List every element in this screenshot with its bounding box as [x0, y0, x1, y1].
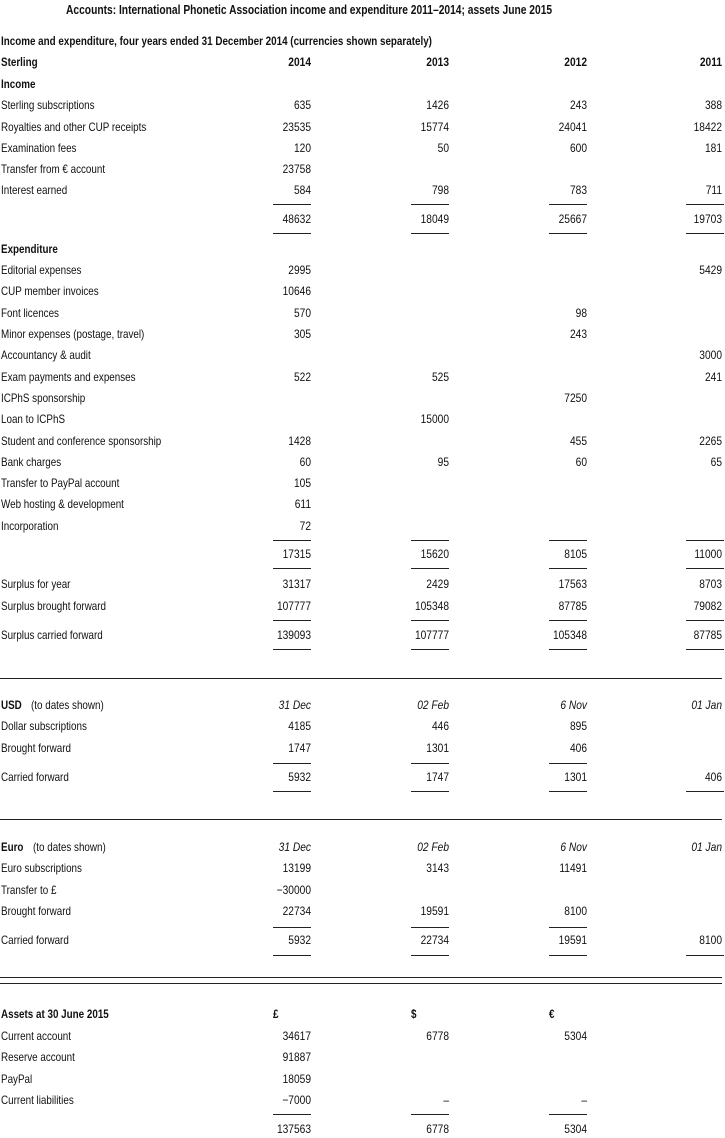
- income-value: 388: [704, 98, 722, 112]
- income-row-label: Sterling subscriptions: [1, 98, 95, 112]
- assets-heading: Assets at 30 June 2015: [1, 1007, 109, 1021]
- assets-row-label: Current liabilities: [1, 1093, 74, 1107]
- total-rule: [273, 620, 311, 621]
- expenditure-value: 525: [431, 370, 449, 384]
- euro-value: −30000: [276, 882, 311, 897]
- usd-date-header: 01 Jan: [691, 698, 722, 712]
- total-rule: [273, 927, 311, 928]
- total-rule: [273, 791, 311, 792]
- sterling-heading: Sterling: [1, 55, 38, 69]
- assets-value: –: [443, 1093, 449, 1107]
- income-total: 25667: [558, 212, 587, 226]
- total-rule: [273, 763, 311, 764]
- surplus-cf-label: Surplus carried forward: [1, 628, 103, 642]
- usd-carried-value: 1747: [426, 770, 449, 784]
- expenditure-row-label: CUP member invoices: [1, 284, 99, 298]
- usd-carried-value: 5932: [288, 770, 311, 784]
- income-value: 711: [705, 183, 722, 197]
- expenditure-value: 1428: [288, 434, 311, 448]
- expenditure-heading: Expenditure: [1, 242, 58, 256]
- expenditure-value: 611: [294, 497, 311, 511]
- usd-carried-label: Carried forward: [1, 770, 69, 784]
- expenditure-value: 5429: [699, 263, 722, 277]
- euro-heading: Euro: [1, 840, 24, 854]
- assets-row-label: Current account: [1, 1029, 72, 1043]
- total-rule: [549, 620, 587, 621]
- expenditure-value: 95: [437, 455, 449, 469]
- assets-row-label: Reserve account: [1, 1050, 75, 1064]
- assets-value: 6778: [426, 1029, 449, 1043]
- expenditure-value: 2265: [699, 434, 722, 448]
- euro-row-label: Euro subscriptions: [1, 861, 82, 875]
- euro-carried-label: Carried forward: [1, 933, 69, 947]
- total-rule: [411, 540, 449, 541]
- total-rule: [549, 955, 587, 956]
- total-rule: [549, 568, 587, 569]
- total-rule: [411, 927, 449, 928]
- total-rule: [411, 1114, 449, 1115]
- expenditure-row-label: Transfer to PayPal account: [1, 476, 120, 490]
- total-rule: [549, 927, 587, 928]
- income-row-label: Transfer from € account: [1, 162, 106, 176]
- surplus-cf-value: 139093: [276, 628, 311, 642]
- euro-carried-value: 19591: [558, 933, 587, 947]
- expenditure-row-label: Student and conference sponsorship: [1, 434, 162, 448]
- euro-date-header: 6 Nov: [560, 840, 587, 854]
- assets-currency-header: £: [273, 1007, 279, 1021]
- income-row-label: Royalties and other CUP receipts: [1, 120, 147, 134]
- expenditure-value: 3000: [699, 348, 722, 362]
- total-rule: [411, 763, 449, 764]
- euro-value: 11491: [559, 861, 587, 875]
- usd-note: (to dates shown): [31, 698, 104, 712]
- assets-value: 18059: [282, 1072, 311, 1086]
- expenditure-total: 8105: [564, 547, 587, 561]
- surplus-year-value: 8703: [699, 577, 722, 591]
- euro-value: 19591: [420, 904, 449, 918]
- year-header: 2011: [699, 55, 722, 69]
- expenditure-value: 60: [575, 455, 587, 469]
- surplus-year-value: 31317: [282, 577, 311, 591]
- expenditure-value: 7250: [564, 391, 587, 405]
- total-rule: [273, 955, 311, 956]
- euro-note: (to dates shown): [33, 840, 106, 854]
- total-rule: [549, 540, 587, 541]
- usd-value: 446: [431, 719, 449, 733]
- usd-heading: USD: [1, 698, 22, 712]
- income-total: 18049: [420, 212, 449, 226]
- section-divider: [0, 819, 722, 820]
- usd-value: 1301: [426, 740, 449, 755]
- assets-value: –: [581, 1093, 587, 1107]
- expenditure-value: 60: [299, 455, 311, 469]
- total-rule: [273, 649, 311, 650]
- usd-row-label: Brought forward: [1, 740, 72, 755]
- expenditure-row-label: Loan to ICPhS: [1, 412, 66, 426]
- total-rule: [549, 649, 587, 650]
- expenditure-total: 17315: [282, 547, 311, 561]
- expenditure-value: 241: [704, 370, 722, 384]
- assets-value: 5304: [564, 1029, 587, 1043]
- expenditure-value: 72: [299, 519, 311, 533]
- income-value: 120: [293, 141, 311, 155]
- expenditure-value: 15000: [420, 412, 449, 426]
- usd-value: 4185: [288, 719, 311, 733]
- year-header: 2013: [426, 55, 449, 69]
- expenditure-row-label: Incorporation: [1, 519, 59, 533]
- section-divider: [0, 977, 722, 978]
- year-header: 2012: [564, 55, 587, 69]
- euro-date-header: 01 Jan: [691, 840, 722, 854]
- income-value: 783: [569, 183, 587, 197]
- total-rule: [411, 204, 449, 205]
- expenditure-value: 105: [293, 476, 311, 490]
- surplus-bf-label: Surplus brought forward: [1, 599, 107, 613]
- assets-total: 5304: [564, 1122, 587, 1136]
- usd-date-header: 02 Feb: [417, 698, 449, 712]
- expenditure-value: 305: [293, 327, 311, 341]
- surplus-bf-value: 79082: [693, 599, 722, 613]
- euro-value: 3143: [426, 861, 449, 875]
- expenditure-row-label: Minor expenses (postage, travel): [1, 327, 145, 341]
- usd-value: 406: [569, 740, 587, 755]
- assets-row-label: PayPal: [1, 1072, 33, 1086]
- assets-currency-header: €: [549, 1007, 555, 1021]
- surplus-cf-value: 87785: [693, 628, 722, 642]
- income-value: 635: [293, 98, 311, 112]
- expenditure-value: 570: [293, 306, 311, 320]
- surplus-year-value: 2429: [426, 577, 449, 591]
- expenditure-row-label: Bank charges: [1, 455, 62, 469]
- total-rule: [273, 204, 311, 205]
- surplus-bf-value: 107777: [276, 599, 311, 613]
- total-rule: [411, 955, 449, 956]
- usd-carried-value: 406: [704, 770, 722, 784]
- income-row-label: Examination fees: [1, 141, 77, 155]
- expenditure-value: 455: [569, 434, 587, 448]
- expenditure-row-label: ICPhS sponsorship: [1, 391, 86, 405]
- income-value: 798: [431, 183, 449, 197]
- page-title: Accounts: International Phonetic Association income and expenditure 2011–2014; assets June 2015: [66, 3, 553, 17]
- usd-date-header: 6 Nov: [560, 698, 587, 712]
- surplus-year-label: Surplus for year: [1, 577, 71, 591]
- euro-date-header: 02 Feb: [417, 840, 449, 854]
- year-header: 2014: [288, 55, 311, 69]
- section-divider: [0, 678, 722, 679]
- assets-value: −7000: [282, 1093, 311, 1107]
- total-rule: [686, 649, 724, 650]
- expenditure-value: 65: [710, 455, 722, 469]
- assets-total: 6778: [426, 1122, 449, 1136]
- income-value: 600: [569, 141, 587, 155]
- total-rule: [411, 620, 449, 621]
- surplus-year-value: 17563: [558, 577, 587, 591]
- income-total: 19703: [693, 212, 722, 226]
- euro-carried-value: 8100: [699, 933, 722, 947]
- expenditure-row-label: Web hosting & development: [1, 497, 124, 511]
- income-value: 24041: [558, 120, 587, 134]
- income-value: 15774: [420, 120, 449, 134]
- usd-value: 1747: [288, 740, 311, 755]
- usd-date-header: 31 Dec: [278, 698, 311, 712]
- total-rule: [549, 1114, 587, 1115]
- assets-value: 91887: [282, 1050, 311, 1064]
- total-rule: [686, 233, 724, 234]
- total-rule: [686, 955, 724, 956]
- euro-row-label: Brought forward: [1, 904, 72, 918]
- income-value: 50: [437, 141, 449, 155]
- total-rule: [549, 791, 587, 792]
- euro-value: 13199: [282, 861, 311, 875]
- total-rule: [273, 233, 311, 234]
- expenditure-row-label: Font licences: [1, 306, 59, 320]
- income-value: 243: [569, 98, 587, 112]
- euro-carried-value: 22734: [420, 933, 449, 947]
- expenditure-value: 2995: [288, 263, 311, 277]
- income-value: 23758: [282, 162, 311, 176]
- euro-value: 22734: [282, 904, 311, 918]
- income-value: 1426: [426, 98, 449, 112]
- income-value: 584: [293, 183, 311, 197]
- income-value: 181: [704, 141, 722, 155]
- expenditure-row-label: Exam payments and expenses: [1, 370, 136, 384]
- total-rule: [273, 540, 311, 541]
- assets-currency-header: $: [411, 1007, 417, 1021]
- assets-value: 34617: [282, 1029, 311, 1043]
- total-rule: [411, 568, 449, 569]
- surplus-bf-value: 87785: [558, 599, 587, 613]
- euro-date-header: 31 Dec: [278, 840, 311, 854]
- euro-row-label: Transfer to £: [1, 882, 57, 897]
- surplus-bf-value: 105348: [414, 599, 449, 613]
- usd-row-label: Dollar subscriptions: [1, 719, 87, 733]
- income-heading: Income: [1, 77, 36, 91]
- usd-carried-value: 1301: [564, 770, 587, 784]
- total-rule: [549, 763, 587, 764]
- section-divider: [0, 983, 722, 984]
- income-value: 18422: [693, 120, 722, 134]
- total-rule: [686, 204, 724, 205]
- expenditure-value: 243: [569, 327, 587, 341]
- total-rule: [411, 233, 449, 234]
- euro-carried-value: 5932: [288, 933, 311, 947]
- usd-value: 895: [569, 719, 587, 733]
- expenditure-value: 522: [293, 370, 311, 384]
- total-rule: [686, 791, 724, 792]
- income-total: 48632: [282, 212, 311, 226]
- total-rule: [686, 568, 724, 569]
- expenditure-value: 98: [575, 306, 587, 320]
- expenditure-total: 15620: [420, 547, 449, 561]
- euro-value: 8100: [564, 904, 587, 918]
- total-rule: [273, 568, 311, 569]
- expenditure-value: 10646: [282, 284, 311, 298]
- total-rule: [273, 1114, 311, 1115]
- expenditure-total: 11000: [694, 547, 722, 561]
- expenditure-row-label: Accountancy & audit: [1, 348, 91, 362]
- total-rule: [411, 791, 449, 792]
- total-rule: [549, 204, 587, 205]
- assets-total: 137563: [276, 1122, 311, 1136]
- expenditure-row-label: Editorial expenses: [1, 263, 82, 277]
- total-rule: [549, 233, 587, 234]
- total-rule: [411, 649, 449, 650]
- income-value: 23535: [282, 120, 311, 134]
- total-rule: [686, 620, 724, 621]
- surplus-cf-value: 107777: [414, 628, 449, 642]
- page-subtitle: Income and expenditure, four years ended 31 December 2014 (currencies shown separately): [1, 34, 432, 48]
- total-rule: [686, 540, 724, 541]
- surplus-cf-value: 105348: [552, 628, 587, 642]
- income-row-label: Interest earned: [1, 183, 68, 197]
